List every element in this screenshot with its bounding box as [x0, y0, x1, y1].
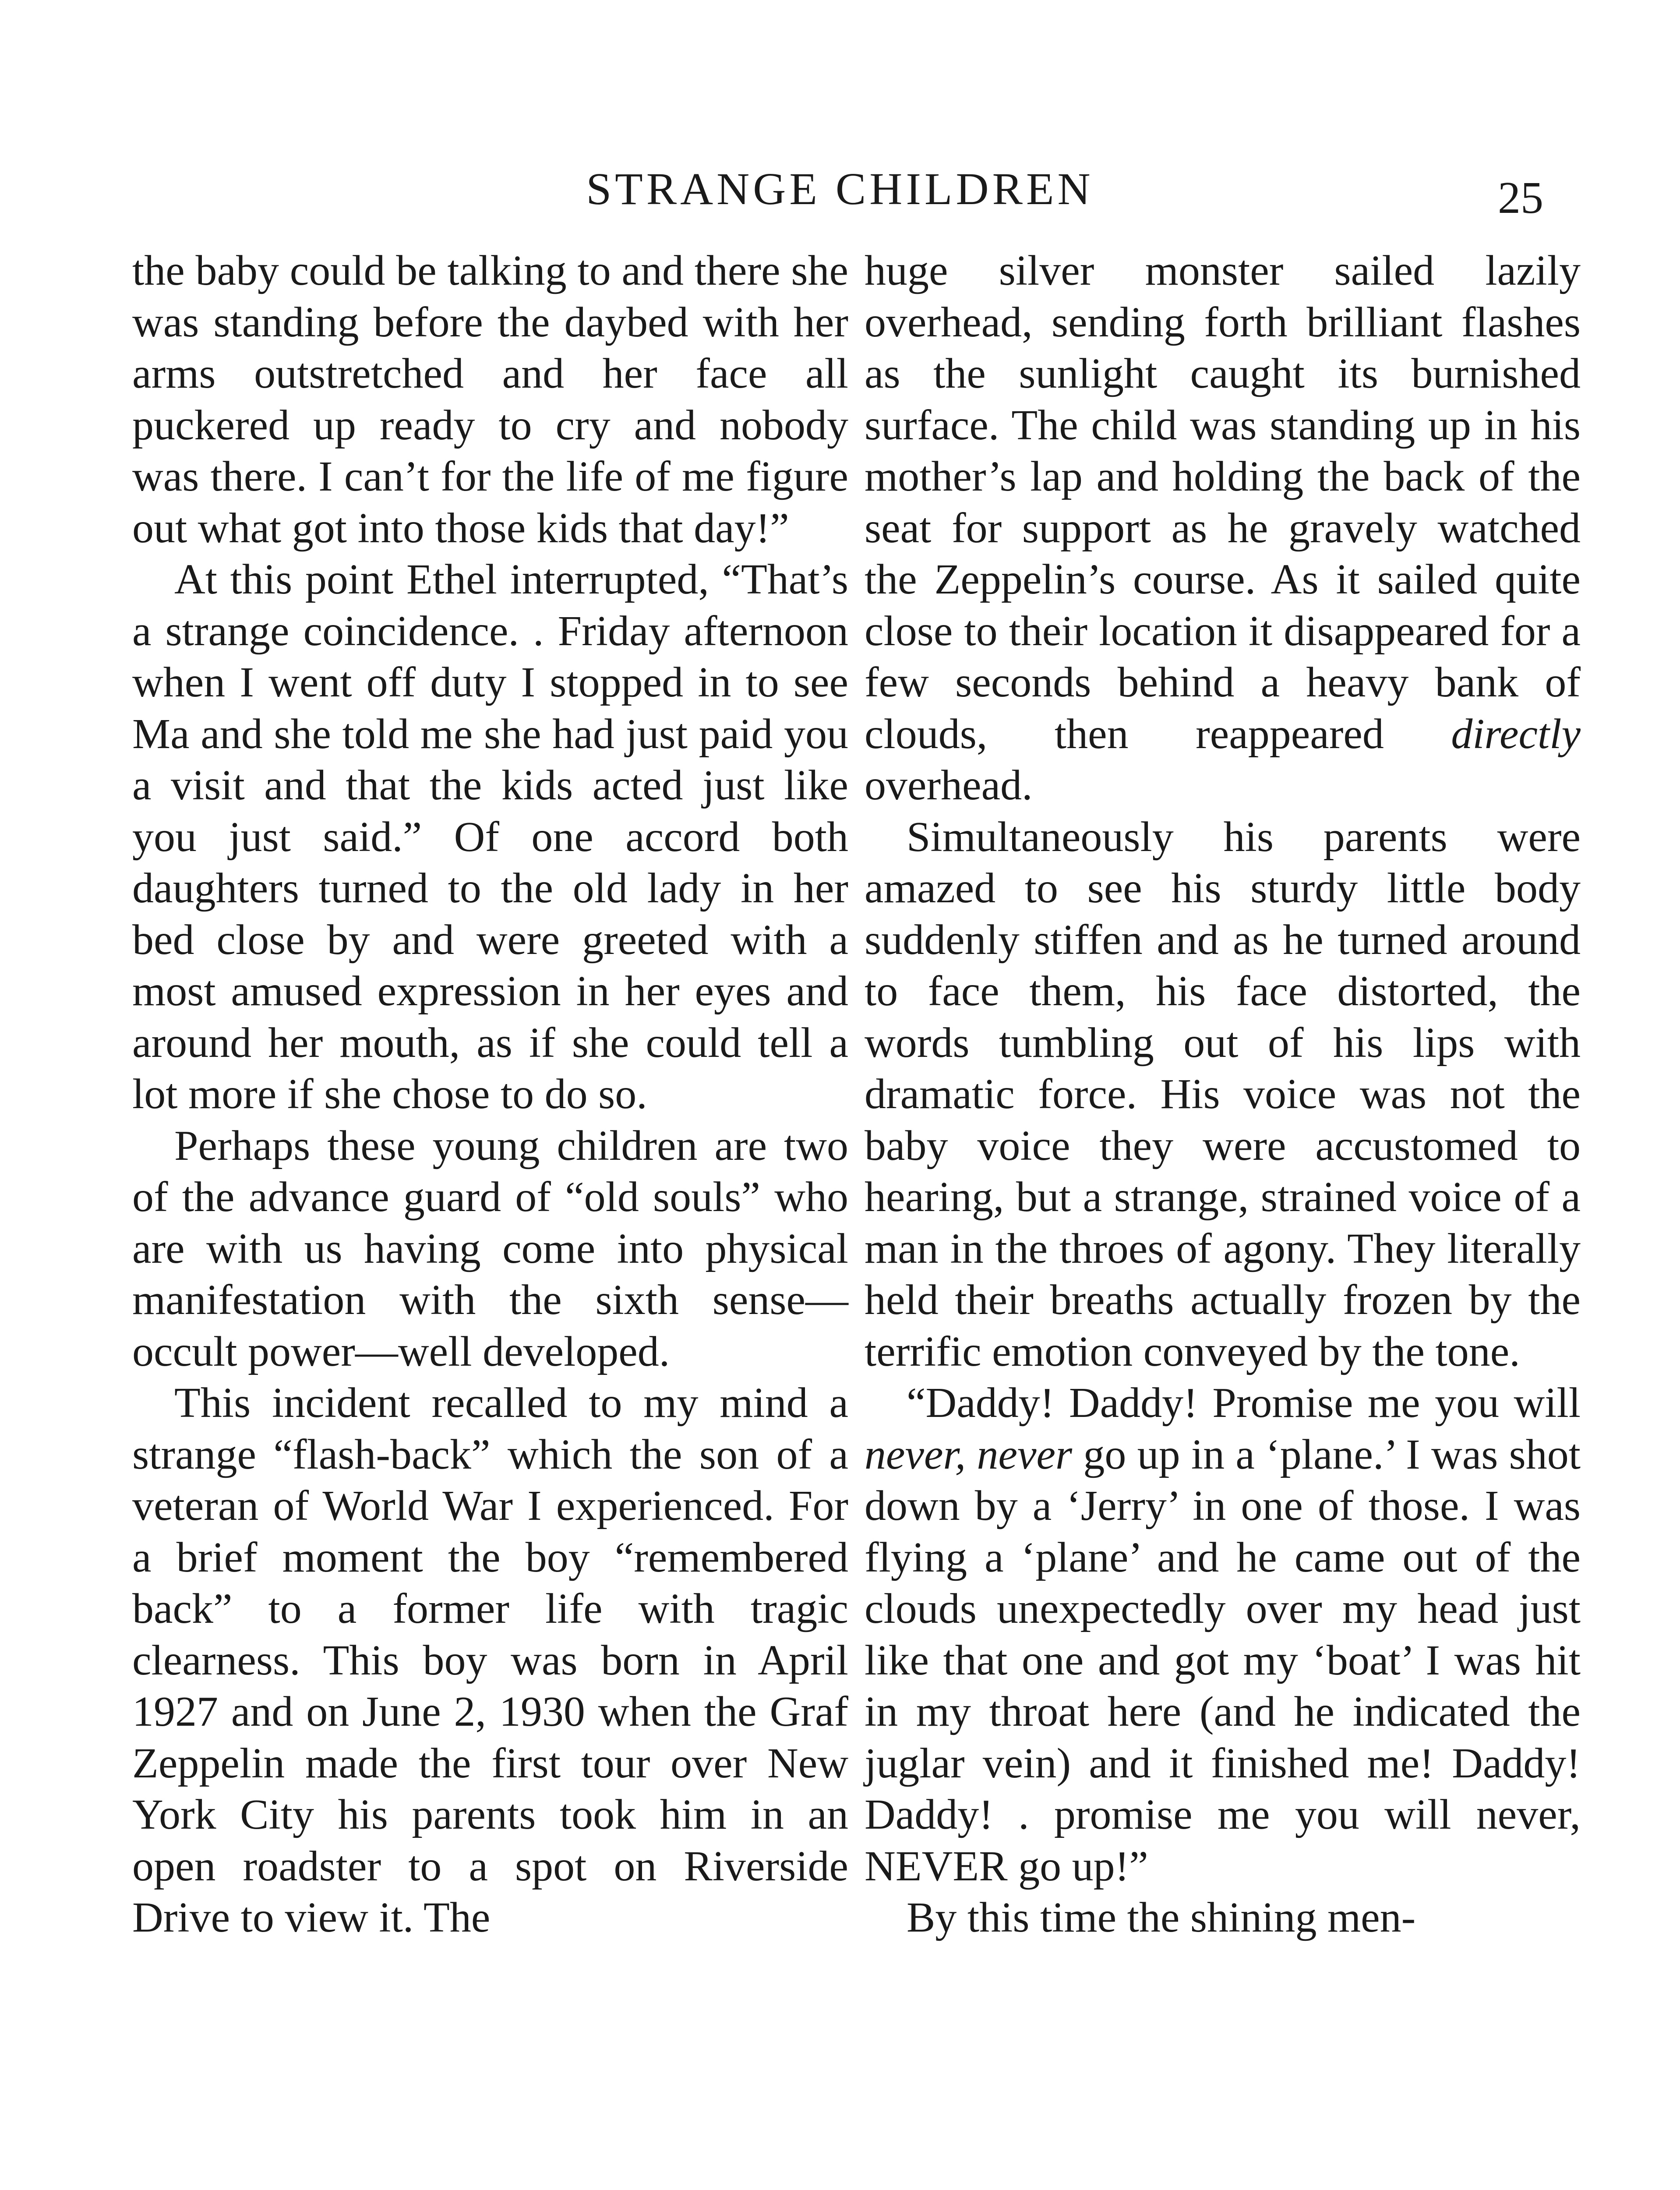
running-head: STRANGE CHILDREN	[586, 164, 1094, 214]
paragraph: At this point Ethel interrupted, “That’s a strange coincidence. . Friday afternoon when I went off duty I stopped in to see Ma and she told me she had just paid you a visit and that the kids acted just like you just said.” Of one accord both daughters turned to the old lady in her bed close by and were greeted with a most amused expression in her eyes and around her mouth, as if she could tell a lot more if she chose to do so.	[132, 556, 848, 1118]
paragraph: the baby could be talking to and there she was standing before the daybed with her arms outstretched and her face all puckered up ready to cry and nobody was there. I can’t for the life of me figure out what got into those kids that day!”	[132, 247, 848, 552]
text-run: go up in a ‘plane.’ I was shot down by a ‘Jerry’ in one of those. I was flying a ‘plane’ and he came out of the clouds unexpectedly over my head just like that one and got my ‘boat’ I was hit in my throat here (and he indicated the juglar vein) and it finished me! Daddy! Daddy! . promise me you will never, NEVER go up!”	[865, 1431, 1581, 1890]
paragraph: By this time the shining men-	[907, 1894, 1416, 1941]
paragraph	[865, 1378, 1581, 1892]
left-column	[132, 245, 848, 1944]
page-number: 25	[1498, 173, 1543, 223]
paragraph	[865, 245, 1581, 812]
paragraph: Perhaps these young children are two of the advance guard of “old souls” who are with us having come into physical manifestation with the sixth sense—occult power—well developed.	[132, 1122, 848, 1375]
italic-text: directly	[1451, 710, 1581, 758]
text-run: overhead.	[865, 762, 1033, 809]
paragraph: Simultaneously his parents were amazed to see his sturdy little body suddenly stiffen and as he turned around to face them, his face distorted, the words tumbling out of his lips with dramatic force. His voice was not the baby voice they were accustomed to hearing, but a strange, strained voice of a man in the throes of agony. They literally held their breaths actually frozen by the terrific emotion conveyed by the tone.	[865, 813, 1581, 1375]
italic-text: never, never	[865, 1431, 1073, 1478]
text-run: huge silver monster sailed lazily overhead, sending forth brilliant flashes as the sunlight caught its burnished surface. The child was standing up in his mother’s lap and holding the back of the seat for support as he gravely watched the Zeppelin’s course. As it sailed quite close to their location it disappeared for a few seconds behind a heavy bank of clouds, then reappeared	[865, 247, 1581, 758]
right-column	[865, 245, 1581, 1944]
text-run: “Daddy! Daddy! Promise me you will	[907, 1379, 1581, 1427]
paragraph: This incident recalled to my mind a strange “flash-back” which the son of a veteran of World War I experienced. For a brief moment the boy “remembered back” to a former life with tragic clearness. This boy was born in April 1927 and on June 2, 1930 when the Graf Zeppelin made the first tour over New York City his parents took him in an open roadster to a spot on Riverside Drive to view it. The	[132, 1379, 848, 1941]
